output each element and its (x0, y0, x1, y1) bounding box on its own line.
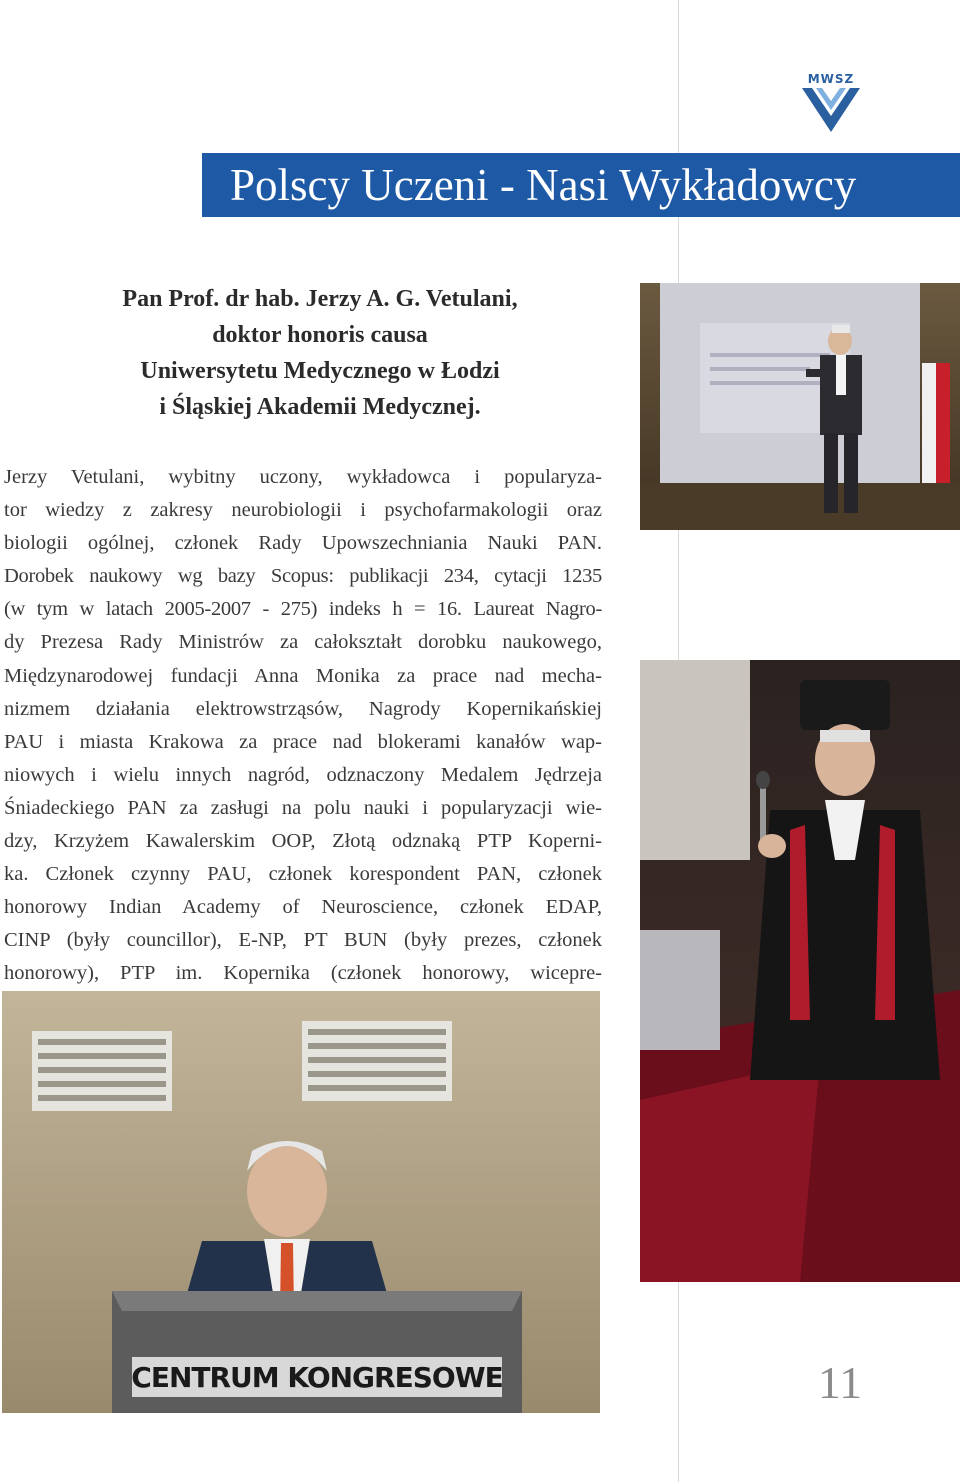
logo-text: MWSZ (807, 72, 855, 86)
page-title: Polscy Uczeni - Nasi Wykładowcy (230, 160, 857, 210)
body-line: Jerzy Vetulani, wybitny uczony, wykładowca i popularyza- (4, 466, 602, 488)
body-line: nizmem działania elektrowstrząsów, Nagrody Kopernikańskiej (4, 697, 602, 720)
mwsz-logo (798, 72, 864, 138)
body-line: honorowy), PTP im. Kopernika (członek honorowy, wicepre- (4, 962, 602, 985)
subtitle-block (0, 281, 640, 425)
page-number: 11 (817, 1357, 863, 1408)
body-line: niowych i wielu innych nagród, odznaczony Medalem Jędrzeja (4, 763, 602, 786)
subtitle-line: Pan Prof. dr hab. Jerzy A. G. Vetulani, (122, 286, 518, 312)
body-paragraph (4, 461, 602, 991)
body-line: honorowy Indian Academy of Neuroscience, członek EDAP, (4, 896, 602, 919)
subtitle-line: doktor honoris causa (212, 322, 428, 348)
body-line: biologii ogólnej, członek Rady Upowszechniania Nauki PAN. (4, 532, 602, 555)
body-line: dzy, Krzyżem Kawalerskim OOP, Złotą odznaką PTP Koperni- (4, 830, 602, 853)
subtitle-line: Uniwersytetu Medycznego w Łodzi (140, 358, 500, 384)
logo-chevron-icon (798, 86, 864, 138)
podium-sign-text: CENTRUM KONGRESOWE (131, 1361, 503, 1394)
body-line: Międzynarodowej fundacji Anna Monika za prace nad mecha- (4, 664, 602, 687)
body-line: CINP (były councillor), E-NP, PT BUN (były prezes, członek (4, 929, 602, 952)
body-line: (w tym w latach 2005-2007 - 275) indeks h = 16. Laureat Nagro- (4, 598, 602, 621)
photo-lecture-screen (640, 283, 960, 530)
body-line: ka. Członek czynny PAU, członek korespondent PAN, członek (4, 863, 602, 886)
title-banner (202, 153, 960, 217)
body-line: Śniadeckiego PAN za zasługi na polu nauki i popularyzacji wie- (4, 796, 602, 819)
body-line: Dorobek naukowy wg bazy Scopus: publikacji 234, cytacji 1235 (4, 565, 602, 588)
photo-podium-speaker (2, 991, 600, 1413)
body-line: tor wiedzy z zakresy neurobiologii i psychofarmakologii oraz (4, 499, 602, 522)
body-line: PAU i miasta Krakowa za prace nad blokerami kanałów wap- (4, 730, 602, 753)
subtitle-line: i Śląskiej Akademii Medycznej. (159, 394, 481, 420)
photo-academic-gown (640, 660, 960, 1282)
body-line: dy Prezesa Rady Ministrów za całokształt dorobku naukowego, (4, 631, 602, 654)
